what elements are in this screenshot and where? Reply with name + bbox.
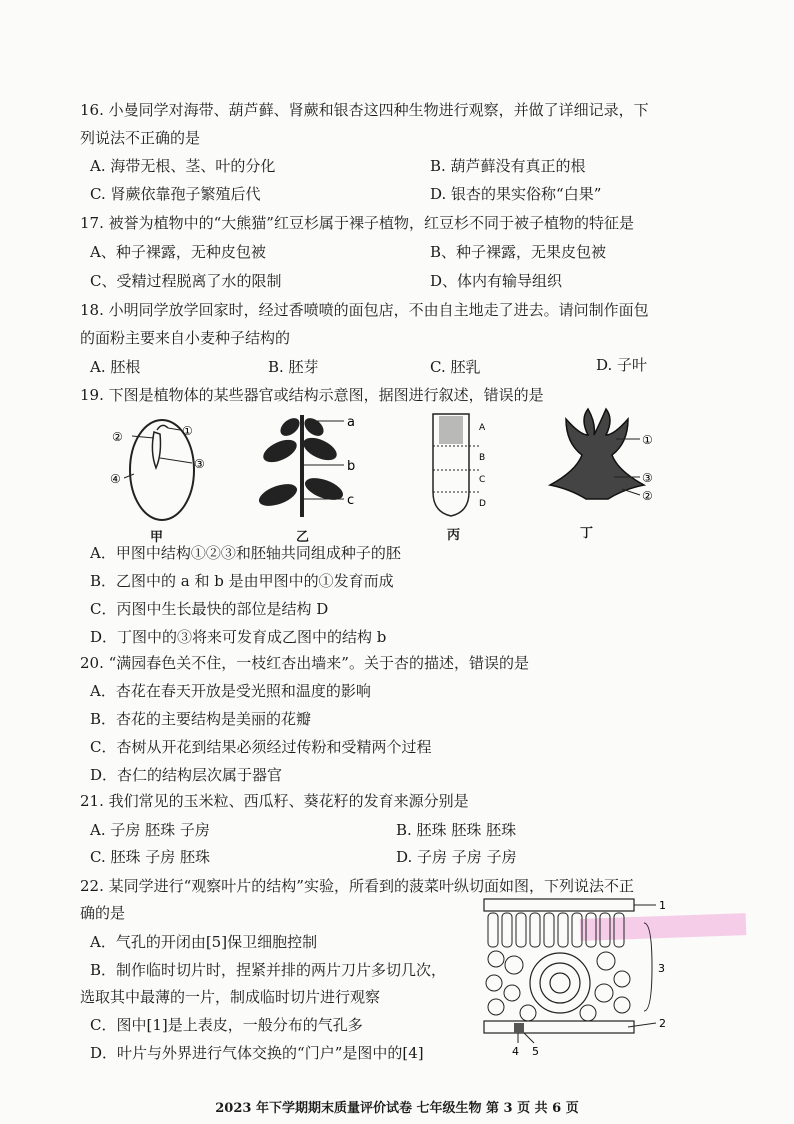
q22-stem-line1: 22. 某同学进行“观察叶片的结构”实验，所看到的菠菜叶纵切面如图，下列说法不正 bbox=[80, 877, 634, 895]
q21-option-d: D. 子房 子房 子房 bbox=[396, 848, 517, 866]
ding-pointer-2 bbox=[622, 489, 640, 495]
q19-option-b: B．乙图中的 a 和 b 是由甲图中的①发育而成 bbox=[90, 572, 394, 590]
palisade-cells bbox=[488, 913, 624, 947]
leaf-mark-1: 1 bbox=[659, 899, 666, 912]
bud-figure-ding bbox=[540, 405, 690, 515]
q17-option-d: D、体内有输导组织 bbox=[430, 272, 563, 290]
q22-stem-line2: 确的是 bbox=[80, 904, 126, 922]
q19-stem: 19. 下图是植物体的某些器官或结构示意图，据图进行叙述，错误的是 bbox=[80, 386, 544, 404]
root-zone-a-shading bbox=[439, 416, 463, 444]
q17-stem: 17. 被誉为植物中的“大熊猫”红豆杉属于裸子植物，红豆杉不同于被子植物的特征是 bbox=[80, 214, 634, 232]
jia-mark-1: ① bbox=[182, 424, 193, 438]
q17-option-c: C、受精过程脱离了水的限制 bbox=[90, 272, 282, 290]
leaf-low-right bbox=[302, 474, 346, 505]
jia-mark-4: ④ bbox=[110, 472, 121, 486]
lower-epidermis bbox=[484, 1021, 634, 1033]
jia-mark-3: ③ bbox=[194, 457, 205, 471]
q20-option-a: A．杏花在春天开放是受光照和温度的影响 bbox=[90, 682, 371, 700]
jia-pointer-3 bbox=[160, 458, 192, 463]
leaf-pointer-5 bbox=[524, 1033, 534, 1043]
ding-mark-2: ② bbox=[642, 489, 653, 503]
q17-option-b: B、种子裸露，无果皮包被 bbox=[430, 243, 607, 261]
bing-mark-d: D bbox=[479, 499, 486, 509]
yi-mark-b: b bbox=[347, 459, 356, 474]
shoot-figure-yi bbox=[250, 405, 370, 525]
q22-option-b-line2: 选取其中最薄的一片，制成临时切片进行观察 bbox=[80, 988, 381, 1006]
upper-epidermis bbox=[484, 899, 634, 911]
q21-option-a: A. 子房 胚珠 子房 bbox=[90, 821, 210, 839]
page-footer: 2023 年下学期期末质量评价试卷 七年级生物 第 3 页 共 6 页 bbox=[215, 1101, 579, 1116]
bing-mark-c: C bbox=[479, 475, 486, 485]
fig-label-yi: 乙 bbox=[296, 530, 310, 545]
q18-option-d: D. 子叶 bbox=[596, 356, 648, 374]
q19-option-d: D．丁图中的③将来可发育成乙图中的结构 b bbox=[90, 628, 387, 646]
q19-option-a: A．甲图中结构①②③和胚轴共同组成种子的胚 bbox=[90, 544, 401, 562]
q20-option-c: C．杏树从开花到结果必须经过传粉和受精两个过程 bbox=[90, 738, 432, 756]
jia-mark-2: ② bbox=[112, 430, 123, 444]
q19-option-c: C．丙图中生长最快的部位是结构 D bbox=[90, 600, 329, 618]
q22-option-a: A．气孔的开闭由[5]保卫细胞控制 bbox=[90, 933, 318, 951]
ding-mark-1: ① bbox=[642, 433, 653, 447]
bing-mark-a: A bbox=[479, 423, 486, 433]
jia-pointer-1 bbox=[168, 428, 180, 430]
q20-stem: 20. “满园春色关不住，一枝红杏出墙来”。关于杏的描述，错误的是 bbox=[80, 654, 529, 672]
yi-mark-a: a bbox=[347, 415, 355, 430]
fig-label-ding: 丁 bbox=[580, 526, 594, 541]
seed-figure-jia bbox=[110, 408, 220, 528]
q22-option-d: D．叶片与外界进行气体交换的“门户”是图中的[4] bbox=[90, 1044, 424, 1062]
root-tip-figure-bing bbox=[425, 412, 495, 522]
jia-pointer-4 bbox=[124, 474, 134, 478]
q16-option-c: C. 肾蕨依靠孢子繁殖后代 bbox=[90, 185, 261, 203]
q21-stem: 21. 我们常见的玉米粒、西瓜籽、葵花籽的发育来源分别是 bbox=[80, 792, 469, 810]
q21-option-b: B. 胚珠 胚珠 胚珠 bbox=[396, 821, 517, 839]
leaf-mid-right bbox=[300, 433, 340, 465]
leaf-bracket-3 bbox=[644, 923, 652, 1011]
q18-option-b: B. 胚芽 bbox=[268, 358, 319, 376]
q17-option-a: A、种子裸露，无种皮包被 bbox=[90, 243, 266, 261]
plumule-shape bbox=[157, 425, 168, 430]
fig-label-bing: 丙 bbox=[447, 528, 461, 543]
q16-stem-line2: 列说法不正确的是 bbox=[80, 129, 201, 147]
leaf-pointer-2 bbox=[628, 1023, 656, 1027]
leaf-mark-2: 2 bbox=[659, 1017, 666, 1030]
q20-option-d: D．杏仁的结构层次属于器官 bbox=[90, 766, 283, 784]
q21-option-c: C. 胚珠 子房 胚珠 bbox=[90, 848, 211, 866]
vein-bundle bbox=[530, 953, 590, 1013]
leaf-section-figure bbox=[478, 893, 678, 1063]
embryo-shape bbox=[152, 432, 160, 468]
q18-stem-line1: 18. 小明同学放学回家时，经过香喷喷的面包店，不由自主地走了进去。请问制作面包 bbox=[80, 301, 649, 319]
q16-option-d: D. 银杏的果实俗称“白果” bbox=[430, 185, 602, 203]
jia-pointer-2 bbox=[132, 436, 154, 438]
stoma-cell bbox=[514, 1023, 524, 1033]
leaf-top-left bbox=[277, 415, 303, 440]
q20-option-b: B．杏花的主要结构是美丽的花瓣 bbox=[90, 710, 312, 728]
bing-mark-b: B bbox=[479, 453, 486, 463]
leaf-mid-left bbox=[260, 435, 300, 467]
q22-option-c: C．图中[1]是上表皮，一般分布的气孔多 bbox=[90, 1016, 363, 1034]
q18-stem-line2: 的面粉主要来自小麦种子结构的 bbox=[80, 329, 291, 347]
q18-option-c: C. 胚乳 bbox=[430, 358, 481, 376]
q18-option-a: A. 胚根 bbox=[90, 358, 141, 376]
fig-label-jia: 甲 bbox=[150, 530, 164, 545]
leaf-mark-5: 5 bbox=[532, 1045, 539, 1058]
ding-mark-3: ③ bbox=[642, 471, 653, 485]
q16-option-b: B. 葫芦藓没有真正的根 bbox=[430, 157, 586, 175]
leaf-low-left bbox=[256, 480, 300, 511]
leaf-mark-3: 3 bbox=[658, 962, 665, 975]
bud-outline bbox=[550, 409, 644, 499]
leaf-mark-4: 4 bbox=[512, 1045, 519, 1058]
spongy-cells bbox=[486, 951, 630, 1021]
q22-option-b-line1: B．制作临时切片时，捏紧并排的两片刀片多切几次， bbox=[90, 961, 447, 979]
leaf-top-right bbox=[301, 415, 327, 440]
q16-stem-line1: 16. 小曼同学对海带、葫芦藓、肾蕨和银杏这四种生物进行观察，并做了详细记录，下 bbox=[80, 101, 649, 119]
q16-option-a: A. 海带无根、茎、叶的分化 bbox=[90, 157, 276, 175]
yi-mark-c: c bbox=[347, 493, 355, 508]
